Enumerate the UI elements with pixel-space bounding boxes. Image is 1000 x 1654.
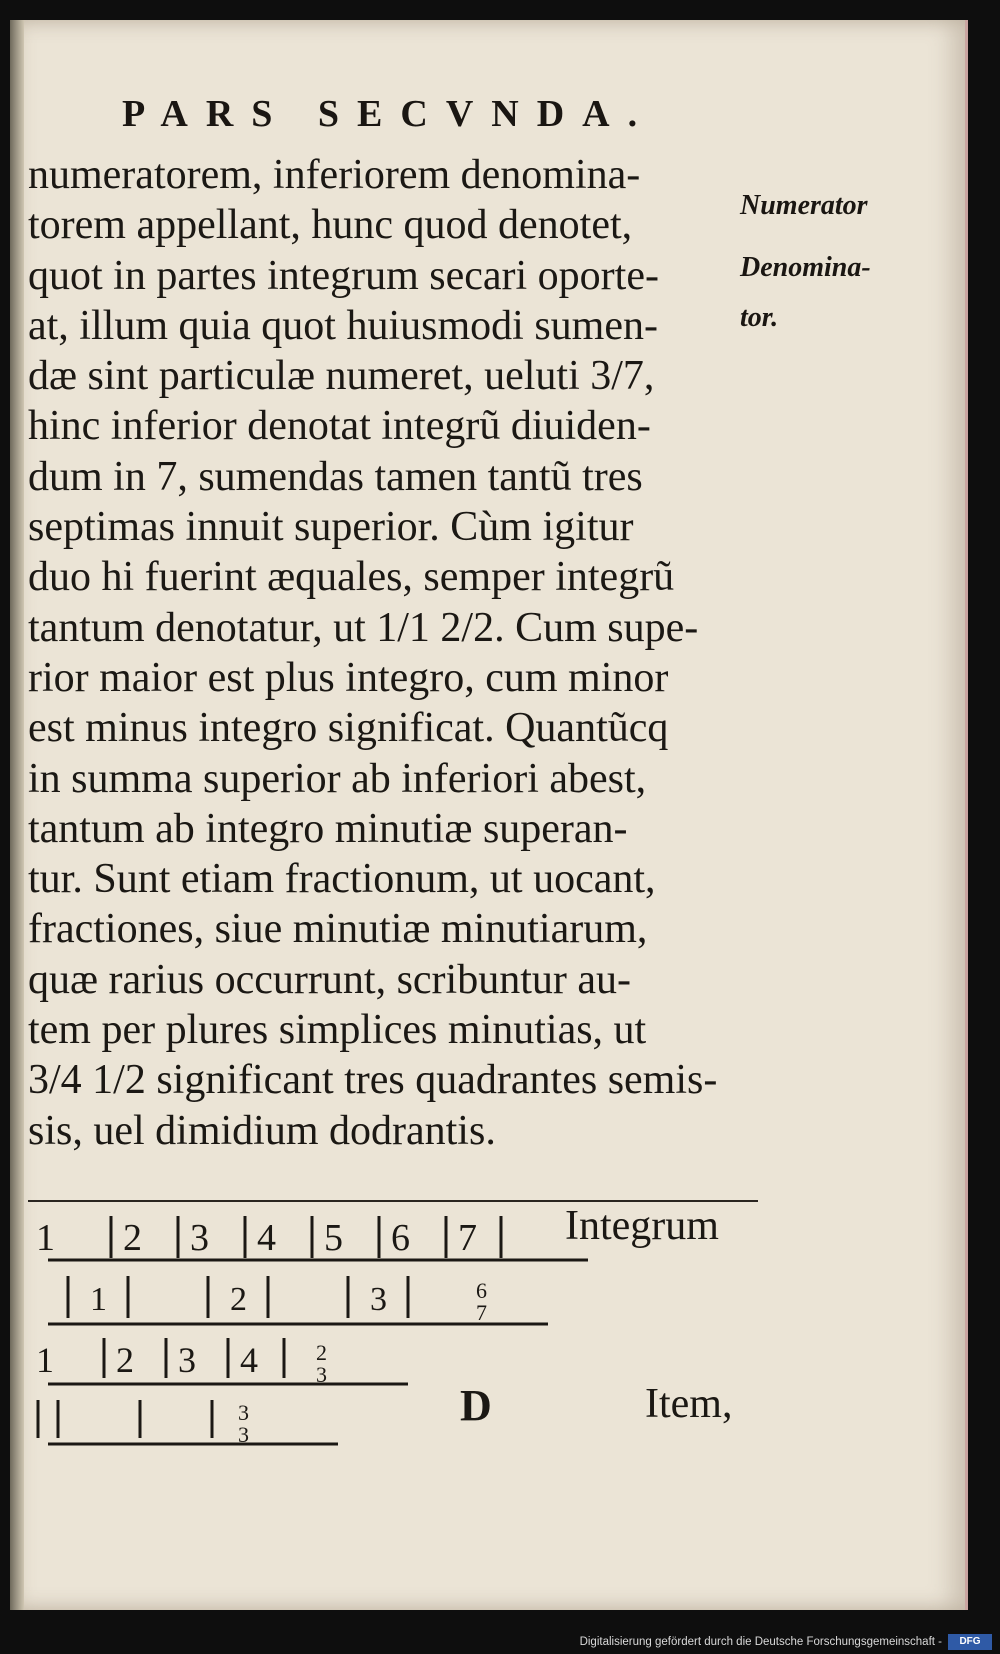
diagram-row1-number: 5 <box>324 1217 343 1259</box>
diagram-row3-number: 2 <box>116 1340 134 1380</box>
catchword: Item, <box>645 1381 733 1427</box>
text-line: septimas innuit superior. Cùm igitur <box>28 504 634 551</box>
body-text <box>28 150 748 1156</box>
page-gutter-edge <box>10 20 24 1610</box>
diagram-row3-number: 3 <box>178 1340 196 1380</box>
diagram-row1-number: 3 <box>190 1217 209 1259</box>
text-line: 3/4 1/2 significant tres quadrantes semis- <box>28 1057 718 1104</box>
diagram-row1-number: 2 <box>123 1217 142 1259</box>
diagram-row4-frac-numerator: 3 <box>238 1400 249 1425</box>
text-line: dæ sint particulæ numeret, ueluti 3/7, <box>28 353 655 400</box>
text-line: numeratorem, inferiorem denomina- <box>28 152 641 198</box>
text-line: at, illum quia quot huiusmodi sumen- <box>28 302 658 349</box>
diagram-row2-frac-numerator: 6 <box>476 1278 487 1303</box>
diagram-row3-number: 4 <box>240 1340 258 1380</box>
signature-mark: D <box>460 1381 492 1430</box>
text-line: in summa superior ab inferiori abest, <box>28 755 647 802</box>
diagram-row2-number: 2 <box>230 1281 247 1318</box>
margin-note-numerator: Numerator <box>740 190 868 221</box>
text-line: hinc inferior denotat integrũ diuiden- <box>28 403 651 450</box>
diagram-row1-number: 7 <box>458 1217 477 1259</box>
margin-note-denominator: Denomina- <box>740 252 871 283</box>
text-line: rior maior est plus integro, cum minor <box>28 654 669 701</box>
diagram-row1-number: 6 <box>391 1217 410 1259</box>
running-head: PARS SECVNDA. <box>122 93 656 135</box>
text-line: tem per plures simplices minutias, ut <box>28 1007 647 1054</box>
diagram-row2-number: 3 <box>370 1281 387 1318</box>
text-line: fractiones, siue minutiæ minutiarum, <box>28 906 648 953</box>
integrum-label: Integrum <box>565 1203 719 1249</box>
diagram-row3-frac-numerator: 2 <box>316 1340 327 1365</box>
text-line: tantum ab integro minutiæ superan- <box>28 805 628 852</box>
dfg-logo: DFG <box>948 1634 992 1650</box>
text-line: duo hi fuerint æquales, semper integrũ <box>28 554 675 601</box>
text-line: est minus integro significat. Quantũcq <box>28 705 669 752</box>
diagram-row4-frac-denominator: 3 <box>238 1422 249 1447</box>
text-line: quæ rarius occurrunt, scribuntur au- <box>28 956 631 1003</box>
book-page <box>10 20 968 1610</box>
diagram-row2-number: 1 <box>90 1281 107 1318</box>
footer-credit: Digitalisierung gefördert durch die Deutsche Forschungsgemeinschaft - <box>579 1636 942 1648</box>
diagram-row3-frac-denominator: 3 <box>316 1362 327 1387</box>
diagram-row2-frac-denominator: 7 <box>476 1300 487 1325</box>
text-line: quot in partes integrum secari oporte- <box>28 252 659 299</box>
margin-note-denominator-cont: tor. <box>740 302 779 333</box>
diagram-row3-number: 1 <box>36 1340 54 1380</box>
text-line: tur. Sunt etiam fractionum, ut uocant, <box>28 856 656 903</box>
text-line: tantum denotatur, ut 1/1 2/2. Cum supe- <box>28 604 699 651</box>
text-line: sis, uel dimidium dodrantis. <box>28 1107 496 1154</box>
diagram-row1-number: 4 <box>257 1217 276 1259</box>
diagram-row1-number: 1 <box>36 1217 55 1259</box>
text-line: dum in 7, sumendas tamen tantũ tres <box>28 453 643 500</box>
text-line: torem appellant, hunc quod denotet, <box>28 202 633 249</box>
